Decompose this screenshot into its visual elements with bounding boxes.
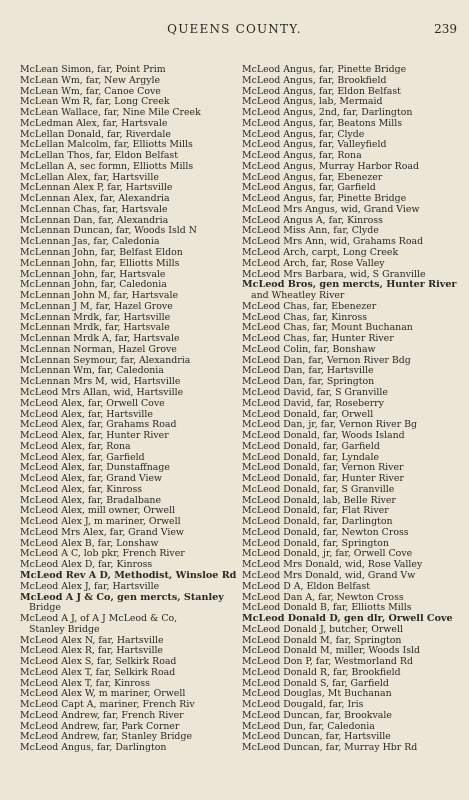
- directory-entry: McLennan Mrs M, wid, Hartsville: [20, 377, 181, 388]
- directory-entry: McLeod Donald, far, Orwell: [242, 409, 374, 420]
- directory-entry: McLennan Mrdk, far, Hartsvale: [20, 323, 170, 334]
- directory-entry: McLeod Alex N, far, Hartsville: [20, 635, 164, 646]
- directory-entry: McLeod Duncan, far, Brookvale: [242, 710, 392, 721]
- directory-entry: McLean Wm R, far, Long Creek: [20, 97, 170, 108]
- directory-entry: McLeod David, far, Roseberry: [242, 398, 384, 409]
- directory-entry: McLeod Dan, jr, far, Vernon River Bg: [242, 420, 418, 431]
- directory-entry: McLeod Alex, far, Orwell Cove: [20, 398, 165, 409]
- directory-entry: McLeod Alex, far, Grahams Road: [20, 420, 177, 431]
- county-title: QUEENS COUNTY.: [167, 22, 302, 36]
- directory-entry: McLean Wallace, far, Nine Mile Creek: [20, 108, 201, 119]
- directory-entry: McLeod Miss Ann, far, Clyde: [242, 226, 379, 237]
- directory-entry: McLeod A J & Co, gen mercts, Stanley: [20, 592, 224, 603]
- directory-entry: McLeod Don P, far, Westmorland Rd: [242, 657, 413, 668]
- directory-entry: McLeod Bros, gen mercts, Hunter River: [242, 280, 457, 291]
- directory-entry: McLennan John, far, Belfast Eldon: [20, 248, 183, 259]
- directory-entry: McLennan John, far, Elliotts Mills: [20, 258, 180, 269]
- directory-entry: McLeod Mrs Allan, wid, Hartsville: [20, 387, 184, 398]
- directory-entry: McLennan Mrdk A, far, Hartsvale: [20, 334, 180, 345]
- directory-entry: McLeod Angus, far, Pinette Bridge: [242, 194, 407, 205]
- directory-entry: McLeod Donald, lab, Belle River: [242, 495, 396, 506]
- left-column: [20, 65, 238, 754]
- directory-entry: McLeod Alex B, far, Lonshaw: [20, 538, 159, 549]
- directory-entry: McLeod Donald, far, Lyndale: [242, 452, 379, 463]
- directory-entry: McLennan John, far, Caledonia: [20, 280, 167, 291]
- directory-entry: McLennan Alex P, far, Hartsville: [20, 183, 173, 194]
- directory-entry: McLeod Angus, far, Darlington: [20, 743, 167, 754]
- directory-entry: McLeod Donald, far, Vernon River: [242, 463, 404, 474]
- directory-entry-continuation: Stanley Bridge: [29, 624, 100, 635]
- directory-entry: McLeod Angus, far, Eldon Belfast: [242, 86, 401, 97]
- directory-entry: McLeod Alex, far, Hunter River: [20, 431, 169, 442]
- directory-entry: McLeod Donald S, far, Garfield: [242, 678, 389, 689]
- page-header: [0, 22, 469, 42]
- directory-entry: McLeod Capt A, mariner, French Riv: [20, 700, 195, 711]
- page-number: 239: [434, 22, 457, 36]
- directory-entry: McLeod Alex, far, Garfield: [20, 452, 145, 463]
- directory-entry: McLeod Alex, far, Hartsville: [20, 409, 153, 420]
- directory-entry: McLeod Angus, far, Valleyfield: [242, 140, 387, 151]
- directory-entry: McLeod Rev A D, Methodist, Winsloe Rd: [20, 570, 237, 581]
- directory-entry: McLeod Dun, far, Caledonia: [242, 721, 375, 732]
- directory-entry: McLellan A, sec formn, Elliotts Mills: [20, 161, 194, 172]
- directory-entry: McLeod Dan, far, Springton: [242, 377, 375, 388]
- directory-entry: McLennan Wm, far, Caledonia: [20, 366, 164, 377]
- directory-entry: McLennan Seymour, far, Alexandria: [20, 355, 191, 366]
- directory-entry: McLean Simon, far, Point Prim: [20, 65, 166, 75]
- directory-entry: McLeod David, far, S Granville: [242, 387, 388, 398]
- directory-entry: McLeod Alex, far, Kinross: [20, 484, 143, 495]
- directory-entry: McLeod D A, Eldon Belfast: [242, 581, 371, 592]
- directory-entry: McLeod Alex, far, Dunstaffnage: [20, 463, 170, 474]
- directory-entry: McLeod Andrew, far, Park Corner: [20, 721, 180, 732]
- directory-entry: McLedman Alex, far, Hartsvale: [20, 118, 168, 129]
- directory-entry: McLellan Thos, far, Eldon Belfast: [20, 151, 178, 162]
- directory-entry: McLeod Donald D, gen dlr, Orwell Cove: [242, 614, 453, 625]
- directory-entry: McLeod Alex, mill owner, Orwell: [20, 506, 176, 517]
- directory-entry: McLeod Colin, far, Bonshaw: [242, 344, 376, 355]
- directory-entry: McLeod Angus A, far, Kinross: [242, 215, 383, 226]
- directory-entry: McLeod Mrs Donald, wid, Grand Vw: [242, 570, 416, 581]
- directory-entry: McLeod Donald M, miller, Woods Isld: [242, 646, 421, 657]
- directory-entry: McLeod Chas, far, Ebenezer: [242, 301, 377, 312]
- directory-entry: McLeod Mrs Donald, wid, Rose Valley: [242, 560, 423, 571]
- directory-entry: McLeod Alex W, m mariner, Orwell: [20, 689, 186, 700]
- directory-entry: McLeod Angus, far, Brookfield: [242, 75, 387, 86]
- directory-entry: McLeod Arch, far, Rose Valley: [242, 258, 385, 269]
- directory-entry: McLennan Mrdk, far, Hartsville: [20, 312, 171, 323]
- directory-entry-continuation: and Wheatley River: [251, 291, 345, 302]
- directory-entry: McLeod Mrs Barbara, wid, S Granville: [242, 269, 426, 280]
- directory-entry: McLeod Mrs Angus, wid, Grand View: [242, 204, 420, 215]
- directory-entry: McLeod Alex D, far, Kinross: [20, 560, 153, 571]
- directory-entry: McLeod Angus, far, Garfield: [242, 183, 376, 194]
- directory-entry: McLennan J M, far, Hazel Grove: [20, 301, 173, 312]
- directory-entry: McLeod Chas, far, Mount Buchanan: [242, 323, 413, 334]
- directory-entry: McLennan Norman, Hazel Grove: [20, 344, 177, 355]
- directory-entry: McLeod Donald J, butcher, Orwell: [242, 624, 403, 635]
- directory-entry: McLennan John, far, Hartsvale: [20, 269, 166, 280]
- directory-entry: McLean Wm, far, Canoe Cove: [20, 86, 161, 97]
- directory-entry: McLeod Angus, 2nd, far, Darlington: [242, 108, 413, 119]
- directory-entry: McLennan Dan, far, Alexandria: [20, 215, 169, 226]
- directory-entry: McLeod Dan, far, Vernon River Bdg: [242, 355, 411, 366]
- directory-entry: McLeod Dougald, far, Iris: [242, 700, 364, 711]
- directory-entry: McLeod Alex S, far, Selkirk Road: [20, 657, 177, 668]
- directory-entry: McLeod Donald, far, Springton: [242, 538, 389, 549]
- directory-entry: McLeod Arch, carpt, Long Creek: [242, 248, 399, 259]
- directory-entry: McLeod Alex J, far, Hartsville: [20, 581, 160, 592]
- directory-entry: McLeod Duncan, far, Murray Hbr Rd: [242, 743, 418, 754]
- directory-entry: McLeod Chas, far, Hunter River: [242, 334, 394, 345]
- directory-entry: McLeod Donald, far, Woods Island: [242, 431, 405, 442]
- directory-entry: McLeod Alex, far, Bradalbane: [20, 495, 162, 506]
- directory-entry-continuation: Bridge: [29, 603, 61, 614]
- directory-entry: McLeod Donald, far, Newton Cross: [242, 527, 409, 538]
- directory-entry: McLeod Angus, Murray Harbor Road: [242, 161, 419, 172]
- directory-entry: McLeod Donald, far, Hunter River: [242, 474, 404, 485]
- directory-entry: McLeod Alex T, far, Selkirk Road: [20, 667, 176, 678]
- directory-entry: McLeod Alex R, far, Hartsville: [20, 646, 163, 657]
- directory-entry: McLeod Alex T, far, Kinross: [20, 678, 150, 689]
- directory-entry: McLennan John M, far, Hartsvale: [20, 291, 179, 302]
- directory-entry: McLeod Donald M, far, Springton: [242, 635, 402, 646]
- directory-entry: McLeod Donald, jr, far, Orwell Cove: [242, 549, 413, 560]
- directory-entry: McLeod Donald R, far, Brookfield: [242, 667, 401, 678]
- right-column: [242, 65, 464, 754]
- directory-entry: McLeod Donald B, far, Elliotts Mills: [242, 603, 412, 614]
- directory-entry: McLeod Donald, far, S Granville: [242, 484, 395, 495]
- directory-entry: McLean Wm, far, New Argyle: [20, 75, 161, 86]
- directory-entry: McLellan Malcolm, far, Elliotts Mills: [20, 140, 193, 151]
- directory-entry: McLeod A C, lob pkr, French River: [20, 549, 185, 560]
- directory-entry: McLeod Duncan, far, Hartsville: [242, 732, 391, 743]
- directory-entry: McLellan Alex, far, Hartsville: [20, 172, 159, 183]
- directory-entry: McLeod Angus, far, Pinette Bridge: [242, 65, 407, 75]
- directory-entry: McLeod Angus, far, Ebenezer: [242, 172, 383, 183]
- directory-entry: McLeod Mrs Alex, far, Grand View: [20, 527, 184, 538]
- directory-entry: McLeod Donald, far, Flat River: [242, 506, 389, 517]
- directory-entry: McLennan Alex, far, Alexandria: [20, 194, 170, 205]
- directory-entry: McLeod Dan, far, Hartsville: [242, 366, 374, 377]
- directory-entry: McLennan Chas, far, Hartsvale: [20, 204, 168, 215]
- directory-entry: McLeod Alex, far, Grand View: [20, 474, 163, 485]
- directory-entry: McLeod Angus, lab, Mermaid: [242, 97, 383, 108]
- directory-entry: McLeod Donald, far, Garfield: [242, 441, 380, 452]
- directory-entry: McLeod Donald, far, Darlington: [242, 517, 393, 528]
- directory-entry: McLellan Donald, far, Riverdale: [20, 129, 171, 140]
- directory-entry: McLeod Alex, far, Rona: [20, 441, 131, 452]
- directory-entry: McLeod Chas, far, Kinross: [242, 312, 368, 323]
- directory-entry: McLennan Duncan, far, Woods Isld N: [20, 226, 197, 237]
- directory-entry: McLeod Angus, far, Rona: [242, 151, 362, 162]
- directory-entry: McLeod A J, of A J McLeod & Co,: [20, 614, 178, 625]
- directory-entry: McLennan Jas, far, Caledonia: [20, 237, 160, 248]
- directory-entry: McLeod Andrew, far, French River: [20, 710, 184, 721]
- directory-entry: McLeod Dan A, far, Newton Cross: [242, 592, 404, 603]
- directory-entry: McLeod Angus, far, Clyde: [242, 129, 365, 140]
- directory-entry: McLeod Mrs Ann, wid, Grahams Road: [242, 237, 424, 248]
- directory-entry: McLeod Angus, far, Beatons Mills: [242, 118, 403, 129]
- directory-entry: McLeod Alex J, m mariner, Orwell: [20, 517, 181, 528]
- directory-entry: McLeod Andrew, far, Stanley Bridge: [20, 732, 192, 743]
- directory-entry: McLeod Douglas, Mt Buchanan: [242, 689, 392, 700]
